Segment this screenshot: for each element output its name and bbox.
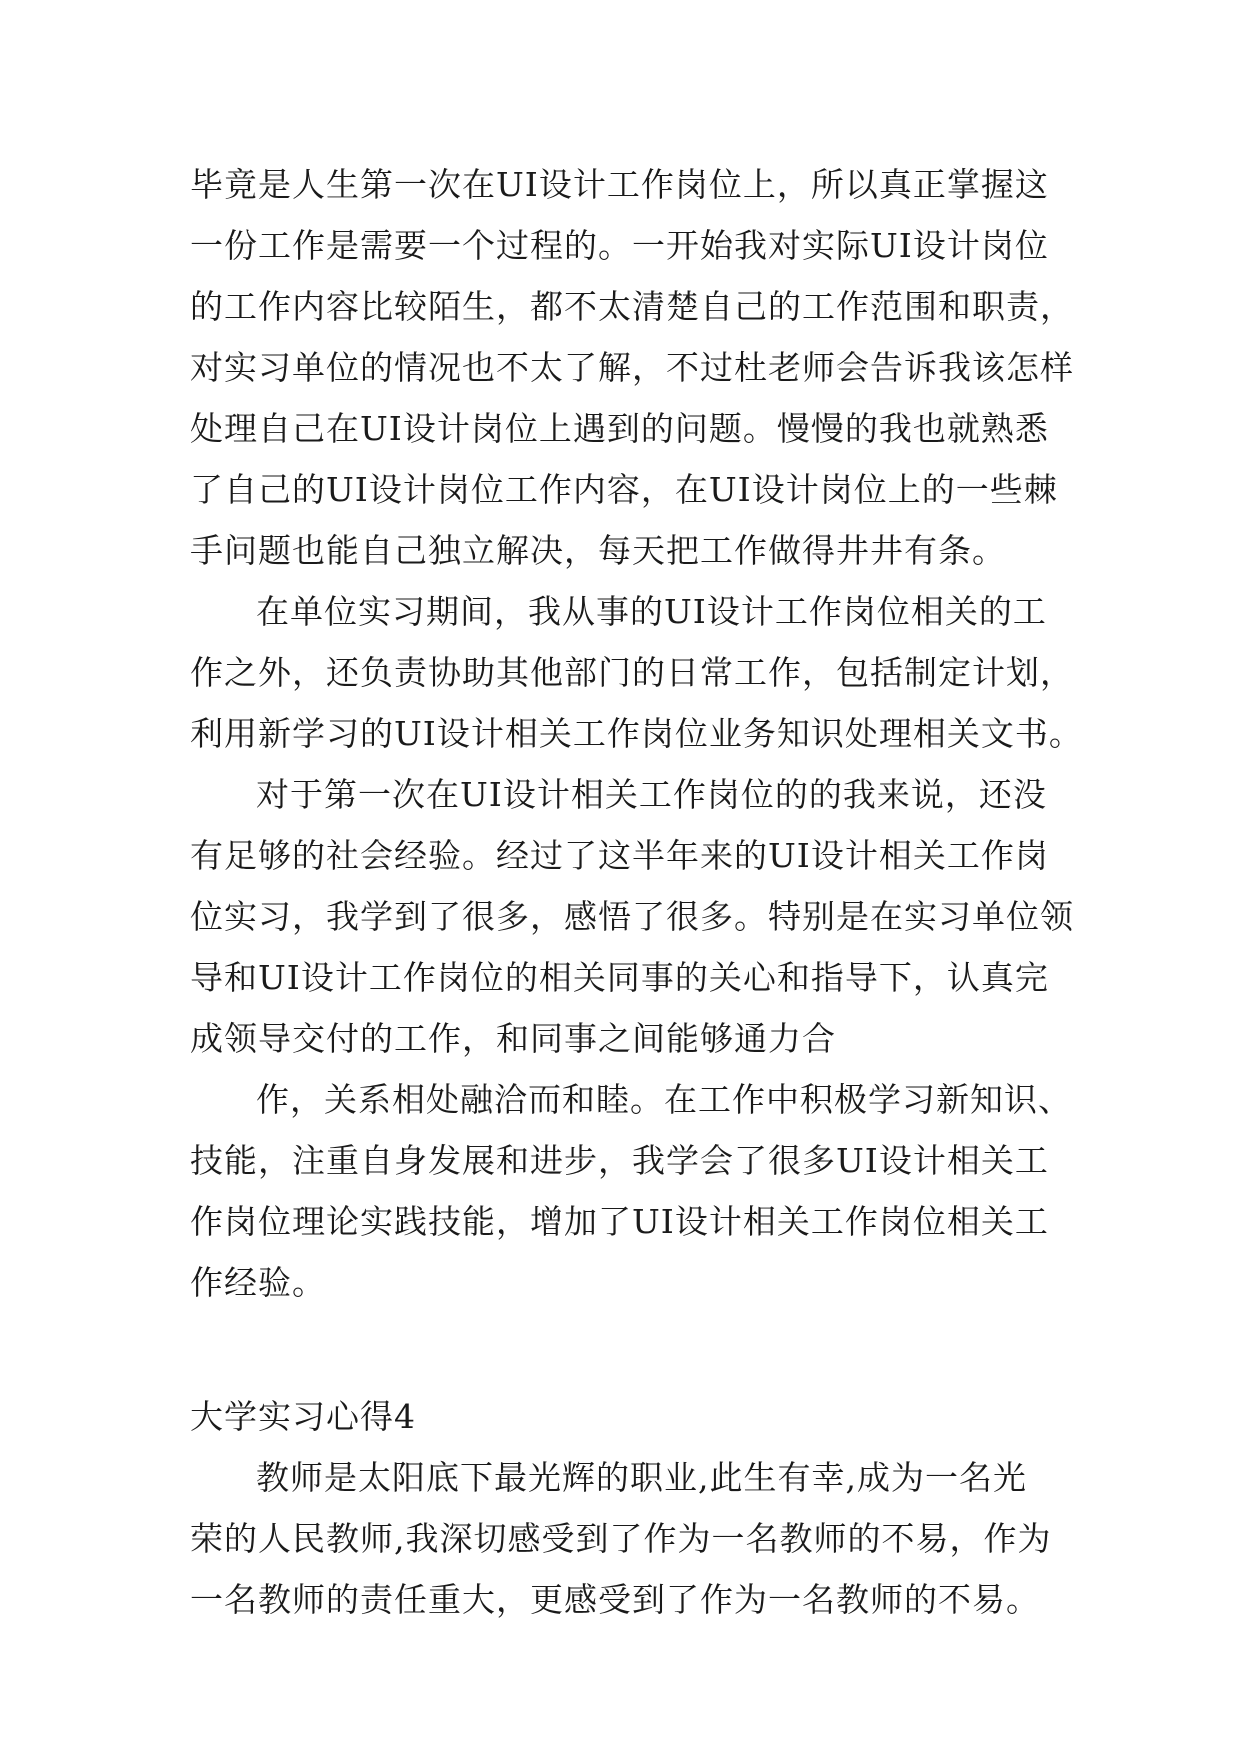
paragraph-1: [190, 154, 1074, 581]
text-line: 技能，注重自身发展和进步，我学会了很多UI设计相关工: [190, 1141, 1049, 1180]
text-line: 荣的人民教师,我深切感受到了作为一名教师的不易，作为: [190, 1519, 1052, 1558]
text-line: 成领导交付的工作，和同事之间能够通力合: [190, 1019, 836, 1058]
text-line: 一份工作是需要一个过程的。一开始我对实际UI设计岗位: [190, 226, 1049, 265]
text-line: 位实习，我学到了很多，感悟了很多。特别是在实习单位领: [190, 897, 1074, 936]
paragraph-2: [190, 581, 1083, 764]
text-line: 教师是太阳底下最光辉的职业,此生有幸,成为一名光: [256, 1458, 1027, 1497]
document-body: [190, 154, 1083, 1630]
text-line: 作，关系相处融洽而和睦。在工作中积极学习新知识、: [256, 1080, 1072, 1119]
section-spacer: [190, 1313, 1070, 1386]
text-line: 对于第一次在UI设计相关工作岗位的的我来说，还没: [256, 775, 1047, 814]
text-line: 一名教师的责任重大，更感受到了作为一名教师的不易。: [190, 1580, 1040, 1619]
text-line: 的工作内容比较陌生，都不太清楚自己的工作范围和职责，: [190, 287, 1074, 326]
paragraph-3: [190, 764, 1074, 1069]
text-line: 作经验。: [190, 1263, 326, 1302]
text-line: 处理自己在UI设计岗位上遇到的问题。慢慢的我也就熟悉: [190, 409, 1049, 448]
text-line: 了自己的UI设计岗位工作内容，在UI设计岗位上的一些棘: [190, 470, 1058, 509]
text-line: 手问题也能自己独立解决，每天把工作做得井井有条。: [190, 531, 1006, 570]
text-line: 毕竟是人生第一次在UI设计工作岗位上，所以真正掌握这: [190, 165, 1049, 204]
text-line: 导和UI设计工作岗位的相关同事的关心和指导下，认真完: [190, 958, 1049, 997]
text-line: 利用新学习的UI设计相关工作岗位业务知识处理相关文书。: [190, 714, 1083, 753]
section-heading: 大学实习心得4: [190, 1397, 416, 1436]
text-line: 作之外，还负责协助其他部门的日常工作，包括制定计划，: [190, 653, 1074, 692]
text-line: 作岗位理论实践技能，增加了UI设计相关工作岗位相关工: [190, 1202, 1049, 1241]
text-line: 有足够的社会经验。经过了这半年来的UI设计相关工作岗: [190, 836, 1049, 875]
paragraph-5: [190, 1447, 1070, 1630]
text-line: 对实习单位的情况也不太了解，不过杜老师会告诉我该怎样: [190, 348, 1074, 387]
paragraph-4: [190, 1069, 1070, 1313]
text-line: 在单位实习期间，我从事的UI设计工作岗位相关的工: [256, 592, 1047, 631]
